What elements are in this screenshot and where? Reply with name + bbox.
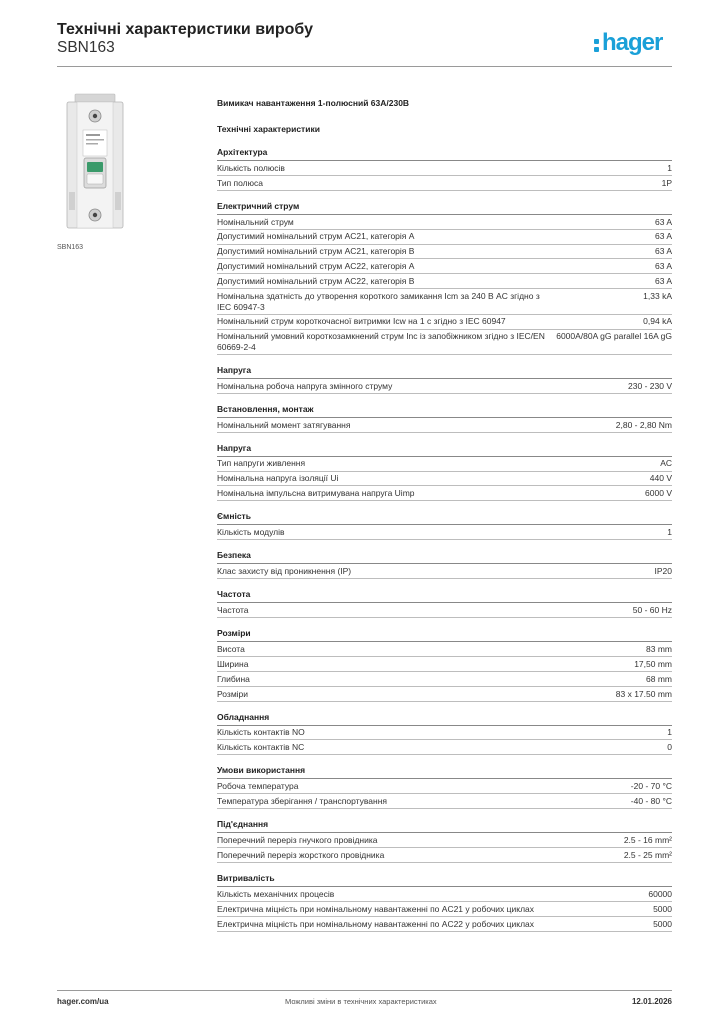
spec-value: AC [660, 458, 672, 469]
header-divider [57, 66, 672, 67]
spec-label: Розміри [217, 688, 249, 699]
spec-label: Глибина [217, 673, 250, 684]
spec-group [217, 199, 672, 355]
spec-row [217, 902, 672, 917]
spec-label: Поперечний переріз гнучкого провідника [217, 834, 378, 845]
spec-value: 2.5 - 16 mm² [623, 834, 672, 845]
spec-row [217, 315, 672, 330]
spec-row [217, 740, 672, 755]
spec-value: 1 [667, 727, 672, 738]
spec-label: Допустимий номінальний струм AC21, категорія B [217, 246, 415, 257]
spec-value: 5000 [653, 903, 672, 914]
spec-row [217, 794, 672, 809]
spec-group-title: Розміри [217, 626, 672, 642]
spec-label: Номінальний струм [217, 216, 294, 227]
footer-date: 12.01.2026 [631, 997, 672, 1006]
spec-label: Тип полюса [217, 177, 263, 188]
spec-row [217, 215, 672, 230]
spec-row [217, 176, 672, 191]
spec-group-title: Безпека [217, 548, 672, 564]
spec-group-title: Умови використання [217, 763, 672, 779]
spec-value: IP20 [654, 566, 672, 577]
spec-label: Кількість полюсів [217, 162, 285, 173]
spec-group [217, 710, 672, 756]
spec-row [217, 330, 672, 355]
specs-content [217, 97, 672, 932]
spec-value: 6000 V [645, 488, 672, 499]
spec-label: Кількість контактів NO [217, 727, 305, 738]
footer-website: hager.com/ua [57, 997, 109, 1006]
logo-text: hager [602, 29, 663, 56]
spec-group [217, 402, 672, 433]
spec-label: Номінальний умовний короткозамкнений струм Inc із запобіжником згідно з IEC/EN 60669-2-4 [217, 331, 545, 352]
spec-row [217, 672, 672, 687]
spec-label: Кількість модулів [217, 527, 285, 538]
spec-value: 50 - 60 Hz [632, 604, 672, 615]
footer-divider [57, 990, 672, 991]
spec-label: Номінальна робоча напруга змінного струму [217, 380, 393, 391]
spec-group-title: Напруга [217, 441, 672, 457]
spec-group [217, 145, 672, 191]
spec-value: 63 A [654, 231, 672, 242]
spec-row [217, 230, 672, 245]
spec-label: Температура зберігання / транспортування [217, 796, 388, 807]
spec-group [217, 587, 672, 618]
spec-label: Номінальна напруга ізоляції Ui [217, 473, 339, 484]
spec-value: 68 mm [646, 673, 672, 684]
spec-group [217, 626, 672, 702]
spec-label: Робоча температура [217, 781, 299, 792]
spec-row [217, 259, 672, 274]
spec-value: 1 [667, 162, 672, 173]
spec-group-title: Архітектура [217, 145, 672, 161]
spec-value: 0,94 kA [643, 316, 672, 327]
spec-label: Номінальний момент затягування [217, 419, 351, 430]
spec-label: Допустимий номінальний струм AC22, категорія A [217, 261, 415, 272]
spec-label: Ширина [217, 658, 249, 669]
logo-dot-top [594, 39, 599, 44]
spec-row [217, 457, 672, 472]
spec-row [217, 779, 672, 794]
product-code: SBN163 [57, 39, 115, 56]
spec-group [217, 763, 672, 809]
spec-value: 440 V [649, 473, 672, 484]
spec-group [217, 871, 672, 932]
footer-note: Можливі зміни в технічних характеристиках [285, 997, 437, 1006]
spec-row [217, 726, 672, 741]
spec-value: 83 x 17.50 mm [615, 688, 672, 699]
spec-value: 5000 [653, 918, 672, 929]
spec-row [217, 161, 672, 176]
spec-group-title: Витривалість [217, 871, 672, 887]
product-name: Вимикач навантаження 1-полюсний 63А/230В [217, 98, 410, 108]
spec-value: 0 [667, 742, 672, 753]
spec-group-title: Обладнання [217, 710, 672, 726]
spec-row [217, 848, 672, 863]
spec-value: -20 - 70 °C [630, 781, 672, 792]
spec-group-title: Електричний струм [217, 199, 672, 215]
page-title: Технічні характеристики виробу [57, 21, 313, 38]
spec-row [217, 274, 672, 289]
spec-label: Тип напруги живлення [217, 458, 306, 469]
spec-value: 83 mm [646, 643, 672, 654]
spec-group-title: Ємність [217, 509, 672, 525]
spec-group [217, 441, 672, 502]
spec-row [217, 887, 672, 902]
spec-value: 63 A [654, 261, 672, 272]
spec-value: 63 A [654, 276, 672, 287]
spec-value: 230 - 230 V [628, 380, 672, 391]
spec-row [217, 642, 672, 657]
spec-row [217, 245, 672, 260]
spec-value: 60000 [648, 888, 672, 899]
spec-label: Клас захисту від проникнення (IP) [217, 566, 352, 577]
spec-value: 63 A [654, 216, 672, 227]
spec-value: 2.5 - 25 mm² [623, 849, 672, 860]
spec-label: Електрична міцність при номінальному навантаженні по AC22 у робочих циклах [217, 918, 535, 929]
spec-label: Висота [217, 643, 245, 654]
spec-label: Кількість контактів NC [217, 742, 305, 753]
product-image [57, 92, 133, 238]
spec-label: Поперечний переріз жорсткого провідника [217, 849, 385, 860]
product-image-caption: SBN163 [57, 244, 84, 251]
spec-value: 6000A/80A gG parallel 16A gG [556, 331, 672, 342]
spec-group [217, 817, 672, 863]
spec-group-title: Частота [217, 587, 672, 603]
spec-label: Номінальний струм короткочасної витримки Icw на 1 с згідно з IEC 60947 [217, 316, 506, 327]
specs-section-title: Технічні характеристики [217, 124, 320, 134]
hager-logo [593, 28, 673, 58]
spec-value: 63 A [654, 246, 672, 257]
spec-label: Допустимий номінальний струм AC22, категорія B [217, 276, 415, 287]
spec-value: 1 [667, 527, 672, 538]
spec-label: Кількість механічних процесів [217, 888, 335, 899]
spec-label: Номінальна імпульсна витримувана напруга Uimp [217, 488, 415, 499]
spec-value: 1P [661, 177, 672, 188]
spec-row [217, 657, 672, 672]
spec-value: 17,50 mm [634, 658, 672, 669]
spec-value: 2,80 - 2,80 Nm [615, 419, 672, 430]
spec-row [217, 289, 672, 314]
spec-group [217, 363, 672, 394]
spec-group [217, 509, 672, 540]
spec-label: Частота [217, 604, 249, 615]
spec-row [217, 472, 672, 487]
spec-row [217, 603, 672, 618]
spec-value: 1,33 kA [643, 291, 672, 302]
spec-group-title: Встановлення, монтаж [217, 402, 672, 418]
spec-row [217, 525, 672, 540]
spec-row [217, 917, 672, 932]
spec-row [217, 418, 672, 433]
spec-label: Електрична міцність при номінальному навантаженні по AC21 у робочих циклах [217, 903, 535, 914]
spec-row [217, 379, 672, 394]
spec-group-title: Напруга [217, 363, 672, 379]
spec-group [217, 548, 672, 579]
spec-row [217, 833, 672, 848]
spec-row [217, 687, 672, 702]
spec-row [217, 486, 672, 501]
spec-label: Допустимий номінальний струм AC21, категорія A [217, 231, 415, 242]
spec-row [217, 564, 672, 579]
spec-group-title: Під'єднання [217, 817, 672, 833]
logo-dot-bottom [594, 47, 599, 52]
spec-groups [217, 145, 672, 932]
spec-label: Номінальна здатність до утворення короткого замикання Icm за 240 В AC згідно з IEC 60947-3 [217, 291, 540, 312]
spec-value: -40 - 80 °C [630, 796, 672, 807]
